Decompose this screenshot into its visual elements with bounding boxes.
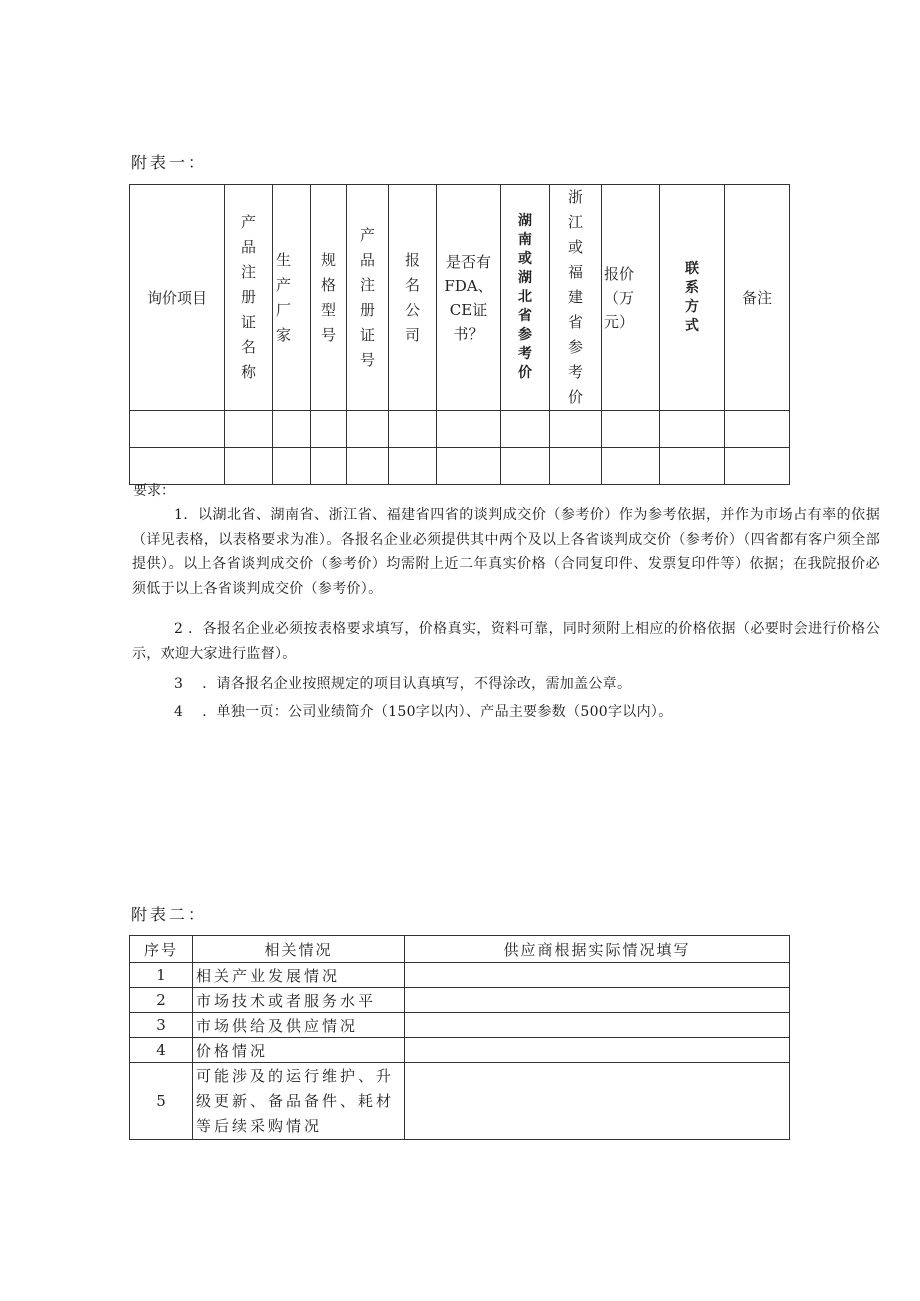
header-cell: 产品注册证名称 <box>225 185 273 411</box>
header-cell: 产品注册证号 <box>347 185 389 411</box>
row-item: 价格情况 <box>193 1038 405 1063</box>
table-row <box>130 1013 790 1038</box>
table-cell[interactable] <box>389 448 437 485</box>
appendix1-header-row <box>130 185 790 411</box>
row-value-cell[interactable] <box>405 1013 790 1038</box>
header-cell: 询价项目 <box>130 185 225 411</box>
table-row <box>130 963 790 988</box>
table-cell[interactable] <box>725 448 790 485</box>
table-cell[interactable] <box>725 411 790 448</box>
table-cell[interactable] <box>225 448 273 485</box>
header-cell: 浙江或福建省参考价 <box>550 185 602 411</box>
table-cell[interactable] <box>225 411 273 448</box>
table-cell[interactable] <box>550 448 602 485</box>
table-cell[interactable] <box>130 448 225 485</box>
header-cell: 生产厂家 <box>273 185 311 411</box>
row-number: 1 <box>130 963 193 988</box>
table-cell[interactable] <box>602 411 660 448</box>
row-value-cell[interactable] <box>405 963 790 988</box>
table-cell[interactable] <box>130 411 225 448</box>
table-cell[interactable] <box>602 448 660 485</box>
header-cell: 报名公司 <box>389 185 437 411</box>
header-cell: 供应商根据实际情况填写 <box>405 936 790 963</box>
row-item: 可能涉及的运行维护、升级更新、备品备件、耗材等后续采购情况 <box>193 1063 405 1140</box>
row-number: 3 <box>130 1013 193 1038</box>
row-number: 2 <box>130 988 193 1013</box>
table-cell[interactable] <box>437 411 501 448</box>
table-row <box>130 448 790 485</box>
row-item: 相关产业发展情况 <box>193 963 405 988</box>
table-cell[interactable] <box>311 448 347 485</box>
row-number: 5 <box>130 1063 193 1140</box>
requirement-item-2: 2 ．各报名企业必须按表格要求填写，价格真实，资料可靠，同时须附上相应的价格依据（必要时会进行价格公示，欢迎大家进行监督）。 <box>132 621 880 662</box>
header-cell: 报价（万元） <box>602 185 660 411</box>
header-cell: 湖南或湖北省参考价 <box>501 185 550 411</box>
table-row <box>130 411 790 448</box>
header-cell: 联系方式 <box>660 185 725 411</box>
table-cell[interactable] <box>501 448 550 485</box>
header-cell: 序号 <box>130 936 193 963</box>
header-cell: 备注 <box>725 185 790 411</box>
requirement-item-4: 4 ．单独一页：公司业绩简介（150字以内）、产品主要参数（500字以内）。 <box>174 704 673 720</box>
row-value-cell[interactable] <box>405 1038 790 1063</box>
table-cell[interactable] <box>437 448 501 485</box>
table-cell[interactable] <box>347 411 389 448</box>
requirement-item-3: 3 ．请各报名企业按照规定的项目认真填写，不得涂改，需加盖公章。 <box>174 676 632 692</box>
table-cell[interactable] <box>389 411 437 448</box>
appendix2-header-row <box>130 936 790 963</box>
row-value-cell[interactable] <box>405 988 790 1013</box>
row-item: 市场供给及供应情况 <box>193 1013 405 1038</box>
header-cell: 规格型号 <box>311 185 347 411</box>
appendix2-table <box>129 935 790 1140</box>
table-row <box>130 988 790 1013</box>
appendix1-table <box>129 184 790 485</box>
appendix1-caption: 附表一： <box>131 153 208 172</box>
table-cell[interactable] <box>501 411 550 448</box>
table-cell[interactable] <box>660 448 725 485</box>
table-cell[interactable] <box>273 411 311 448</box>
table-cell[interactable] <box>311 411 347 448</box>
appendix2-caption: 附表二： <box>131 905 208 924</box>
row-value-cell[interactable] <box>405 1063 790 1140</box>
table-row <box>130 1038 790 1063</box>
table-cell[interactable] <box>550 411 602 448</box>
requirement-item-1: 1．以湖北省、湖南省、浙江省、福建省四省的谈判成交价（参考价）作为参考依据，并作为市场占有率的依据（详见表格，以表格要求为准）。各报名企业必须提供其中两个及以上各省谈判成交价（参考价）（四省都有客户须全部提供）。以上各省谈判成交价（参考价）均需附上近二年真实价格（合同复印件、发票复印件等）依据；在我院报价必须低于以上各省谈判成交价（参考价）。 <box>132 507 880 597</box>
table-row <box>130 1063 790 1140</box>
row-number: 4 <box>130 1038 193 1063</box>
header-cell: 是否有FDA、CE证书？ <box>437 185 501 411</box>
table-cell[interactable] <box>347 448 389 485</box>
requirements-label: 要求： <box>133 483 175 499</box>
table-cell[interactable] <box>273 448 311 485</box>
row-item: 市场技术或者服务水平 <box>193 988 405 1013</box>
table-cell[interactable] <box>660 411 725 448</box>
header-cell: 相关情况 <box>193 936 405 963</box>
